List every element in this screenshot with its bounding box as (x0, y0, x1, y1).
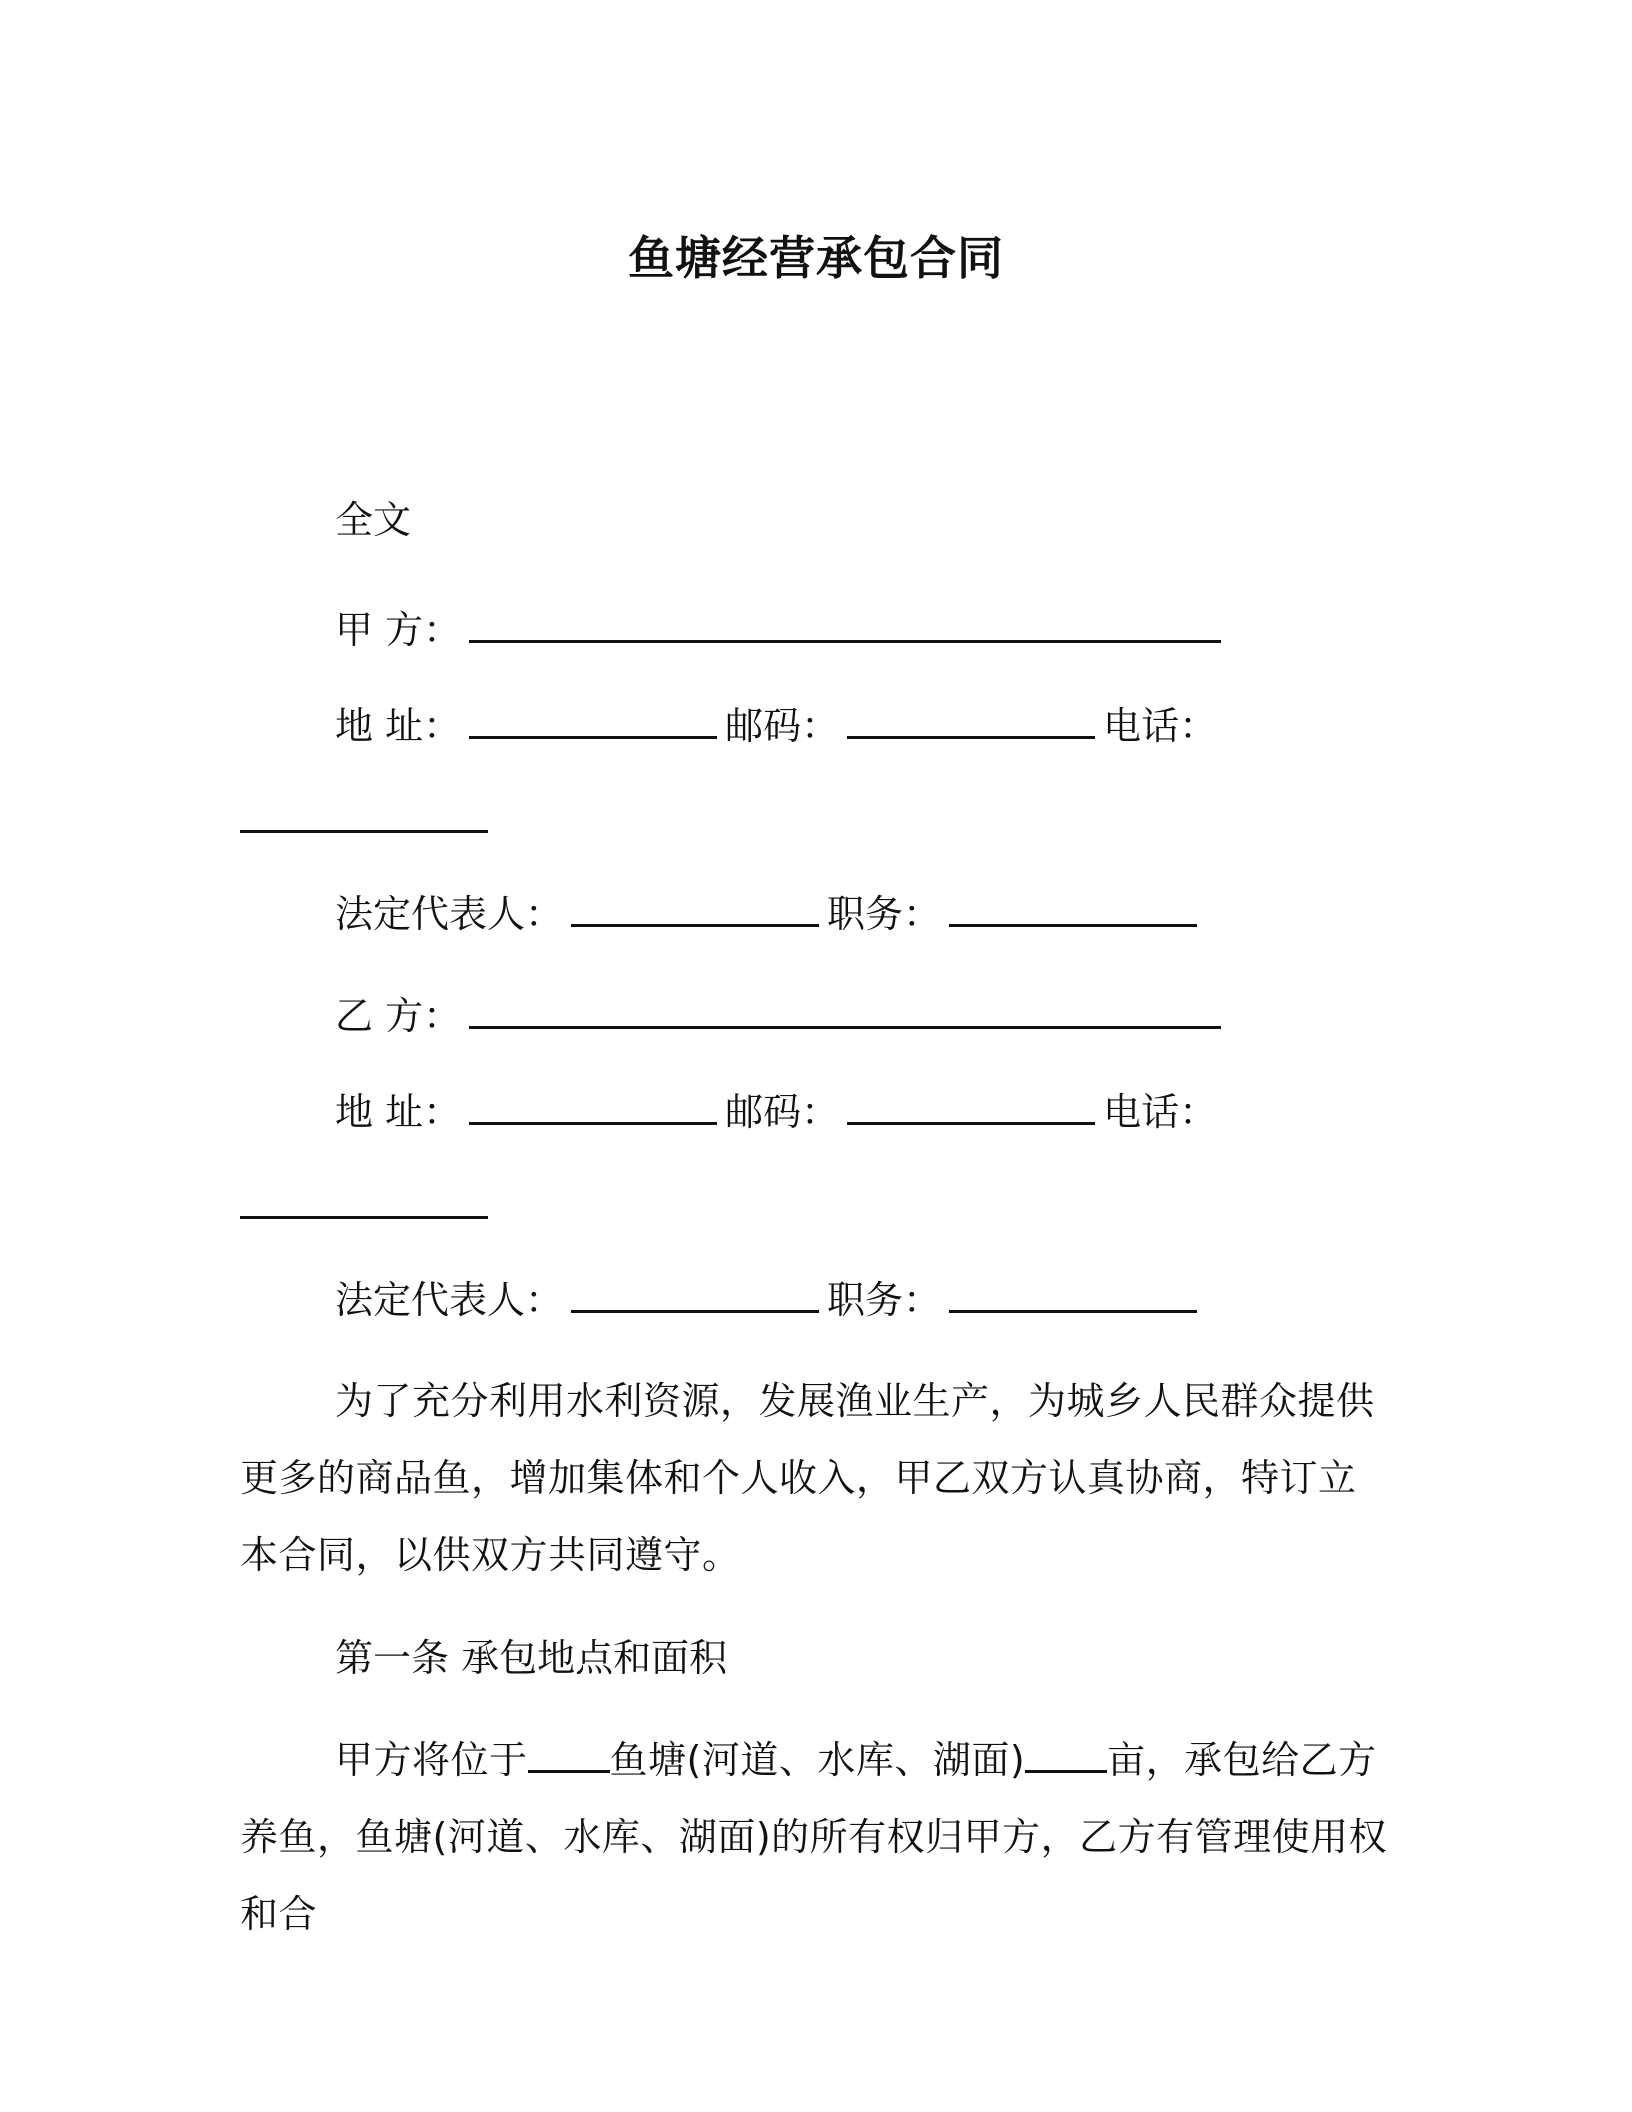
party-b-label: 乙 方： (335, 994, 462, 1038)
party-a-address-label: 地 址： (335, 704, 462, 748)
party-b-line (335, 990, 1229, 1040)
party-a-rep-line (335, 888, 1205, 938)
party-b-blank[interactable] (469, 990, 1221, 1029)
area-blank[interactable] (1025, 1736, 1107, 1773)
party-a-position-label: 职务： (827, 892, 942, 936)
party-b-phone-blank[interactable] (240, 1180, 488, 1219)
party-b-postcode-blank[interactable] (847, 1086, 1095, 1125)
document-title: 鱼塘经营承包合同 (628, 231, 1004, 285)
party-a-label: 甲 方： (335, 608, 462, 652)
party-b-rep-blank[interactable] (571, 1274, 819, 1313)
party-a-phone-line (240, 794, 496, 844)
party-b-phone-line (240, 1180, 496, 1230)
party-a-position-blank[interactable] (949, 888, 1197, 927)
party-b-address-blank[interactable] (469, 1086, 717, 1125)
party-b-phone-label: 电话： (1103, 1090, 1218, 1134)
party-b-address-line (335, 1086, 1217, 1136)
party-b-address-label: 地 址： (335, 1090, 462, 1134)
party-a-phone-label: 电话： (1103, 704, 1218, 748)
party-b-postcode-label: 邮码： (725, 1090, 840, 1134)
party-a-rep-blank[interactable] (571, 888, 819, 927)
fulltext-label: 全文 (335, 498, 412, 542)
preamble-paragraph: 为了充分利用水利资源，发展渔业生产，为城乡人民群众提供更多的商品鱼，增加集体和个人收入，甲乙双方认真协商，特订立本合同，以供双方共同遵守。 (240, 1379, 1375, 1577)
party-a-line (335, 604, 1229, 654)
party-a-postcode-blank[interactable] (847, 700, 1095, 739)
party-a-rep-label: 法定代表人： (335, 892, 564, 936)
party-a-address-blank[interactable] (469, 700, 717, 739)
party-a-address-line (335, 700, 1217, 750)
party-a-phone-blank[interactable] (240, 794, 488, 833)
party-b-rep-line (335, 1274, 1205, 1324)
party-a-blank[interactable] (469, 604, 1221, 643)
party-a-postcode-label: 邮码： (725, 704, 840, 748)
article-1-text-3: 亩，承包给乙方养鱼，鱼塘(河道、水库、湖面)的所有权归甲方，乙方有管理使用权和合 (240, 1738, 1388, 1936)
location-blank[interactable] (528, 1736, 610, 1773)
party-b-position-blank[interactable] (949, 1274, 1197, 1313)
article-1-paragraph (240, 1722, 1390, 1953)
article-1-text-2: 鱼塘(河道、水库、湖面) (609, 1738, 1026, 1782)
article-1-text-1: 甲方将位于 (335, 1738, 528, 1782)
party-b-position-label: 职务： (827, 1278, 942, 1322)
article-1-heading: 第一条 承包地点和面积 (335, 1636, 728, 1680)
party-b-rep-label: 法定代表人： (335, 1278, 564, 1322)
